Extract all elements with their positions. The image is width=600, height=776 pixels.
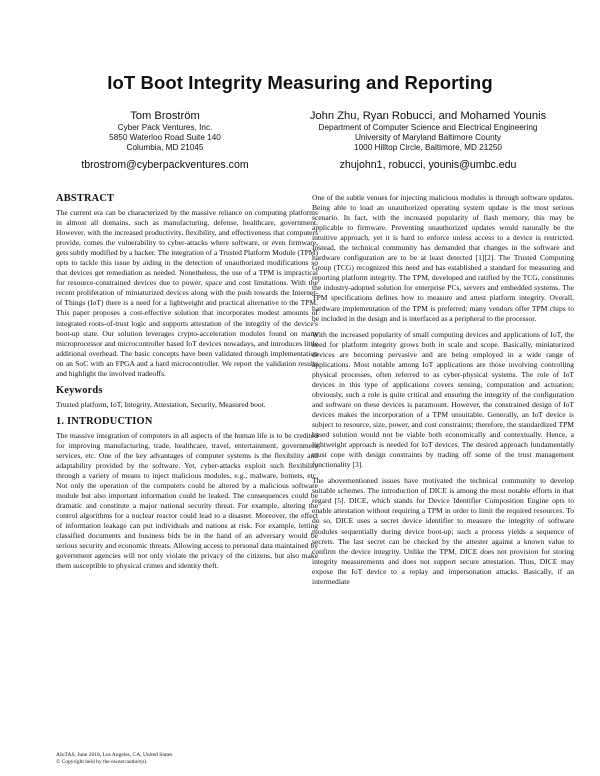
keywords-text: Trusted platform, IoT, Integrity, Attestation, Security, Measured boot.: [56, 399, 266, 409]
introduction-heading: 1. INTRODUCTION: [56, 415, 153, 427]
author-org: Department of Computer Science and Electrical Engineering: [318, 123, 538, 132]
abstract-heading: ABSTRACT: [56, 193, 115, 204]
body-paragraph: With the increased popularity of small computing devices and applications of IoT, the need for platform integrity grows both in scale and scope. Basically, miniaturized devices are becoming pervasive and are being employed in a wide range of applications. Most notable among IoT applications are those involving controlling physical processes, often referred to as cyber-physical systems. The role of IoT devices in this type of applications covers sensing, computation and actuation; obviously, such a role is quite critical and ensuring the integrity of the configuration and software on these devices is paramount. However, the constrained design of IoT devices makes the incorporation of a TPM unsuitable. Generally, an IoT device is subject to resource, size, power, and cost constraints; therefore, the standardized TPM based solution would not be viable both economically and contextually. Hence, a lightweight approach is needed for IoT devices. The desired approach fundamentally must cope with design constraints by trading off some of the trust management functionality [3].: [312, 329, 574, 470]
author-name: John Zhu, Ryan Robucci, and Mohamed Younis: [309, 110, 547, 122]
keywords-heading: Keywords: [56, 384, 103, 396]
author-address-1: University of Maryland Baltimore County: [354, 133, 502, 142]
body-paragraph: One of the subtle venues for injecting malicious modules is through software updates. Being able to load an unauthorized operating system update is the most serious scenario. In fact, with the increased popularity of flash memory, this may be applicable to firmware. Preventing unauthorized updates would naturally be the intuitive approach, yet it is hard to enforce unless access to a device is restricted. Instead, the technical community has demanded that changes in the software and hardware configuration are to be at least detected [1][2]. The Trusted Computing Group (TCG) recognized this need and has established a standard for measuring and reporting platform integrity. The TPM, developed and ratified by the TCG, constitutes the industry-adopted solution for enterprise PCs, servers and embedded systems. The TPM specifications defines how to measure and attest platform integrity. Overall, hardware implementation of the TPM is preferred; many vendors offer TPM chips to be included in the design and is interfaced as a peripheral to the processor.: [312, 193, 574, 323]
introduction-text: The massive integration of computers in all aspects of the human life is to be credited for improving manufacturing, trade, healthcare, travel, entertainment, government services, etc. One of the key advantages of computer systems is the flexibility and adaptability provided by the software. Yet, cyber-attacks exploit such flexibility through a variety of means to inject malicious modules, e.g., malware, botnets, etc. Not only the operation of the computers could be altered by a malicious software module but also important information could be leaked. The consequences could be dramatic and constitute a major national security threat. For example, altering the control algorithms for a nuclear reactor could lead to a disaster. Moreover, the effect of information leakage can put individuals and nations at risk. For example, letting classified documents and business bids be in the hand of an adversary would be serious security and economic threats. Allowing access to personal data maintained by government agencies will not only violate the privacy of the citizens, but also make them susceptible to physical crimes and identity theft.: [56, 430, 318, 571]
author-block-1: [70, 110, 260, 172]
copyright-line: © Copyright held by the owner/author(s).: [56, 759, 148, 765]
author-address-2: 1000 Hilltop Circle, Baltimore, MD 21250: [354, 143, 502, 152]
left-column: [56, 193, 318, 578]
right-column: [312, 193, 574, 593]
paper-title: IoT Boot Integrity Measuring and Reporting: [107, 72, 493, 93]
conference-line: AIoTAS, June 2018, Los Angeles, CA, United States: [56, 752, 173, 758]
abstract-text: The current era can be characterized by the massive reliance on computing platforms in almost all domains, such as manufacturing, defense, healthcare, government. However, with the increased productivity, flexibility, and effectiveness that computers provide, comes the vulnerability to cyber-attacks where software, or even firmware, gets subtly modified by a hacker. The integration of a Trusted Platform Module (TPM) opts to tackle this issue by aiding in the detection of unauthorized modifications so that devices get remediation as needed. Nonetheless, the use of a TPM is impractical for resource-constrained devices due to power, space and cost limitations. With the recent proliferation of miniaturized devices along with the push towards the Internet-of Things (IoT) there is a need for a lightweight and practical alternative to the TPM. This paper proposes a cost-effective solution that incorporates modest amounts of integrated roots-of-trust logic and supports attestation of the integrity of the device's boot-up state. Our solution leverages crypto-acceleration modules found on many microprocessor and microcontroller based IoT devices nowadays, and introduces little additional overhead. The basic concepts have been validated through implementation on an SoC with an FPGA and a hard microcontroller. We report the validation results and highlight the involved tradeoffs.: [56, 208, 318, 378]
author-org: Cyber Pack Ventures, Inc.: [117, 123, 213, 132]
author-email: zhujohn1, robucci, younis@umbc.edu: [339, 159, 517, 171]
author-block-2: [282, 110, 574, 172]
author-name: Tom Broström: [130, 110, 200, 122]
copyright-footnote: [56, 752, 318, 766]
author-address-1: 5850 Waterloo Road Suite 140: [109, 133, 221, 142]
author-email: tbrostrom@cyberpackventures.com: [81, 159, 249, 171]
author-address-2: Columbia, MD 21045: [126, 143, 204, 152]
body-paragraph: The abovementioned issues have motivated the technical community to develop suitable schemes. The introduction of DICE is among the most notable efforts in that regard [5]. DICE, which stands for Device Identifier Composition Engine opts to enable attestation without requiring a TPM in order to limit the required resources. To do so, DICE uses a secret device identifier to measure the integrity of software modules sequentially during device boot-up; such a process yields a sequence of secrets. The last secret can be checked by the attester against a known value to confirm the device integrity. Unlike the TPM, DICE does not provision for storing integrity measurements and does not support secure attestation. Thus, DICE may expose the IoT device to a replay and impersonation attacks. Basically, if an intermediate: [312, 476, 574, 586]
